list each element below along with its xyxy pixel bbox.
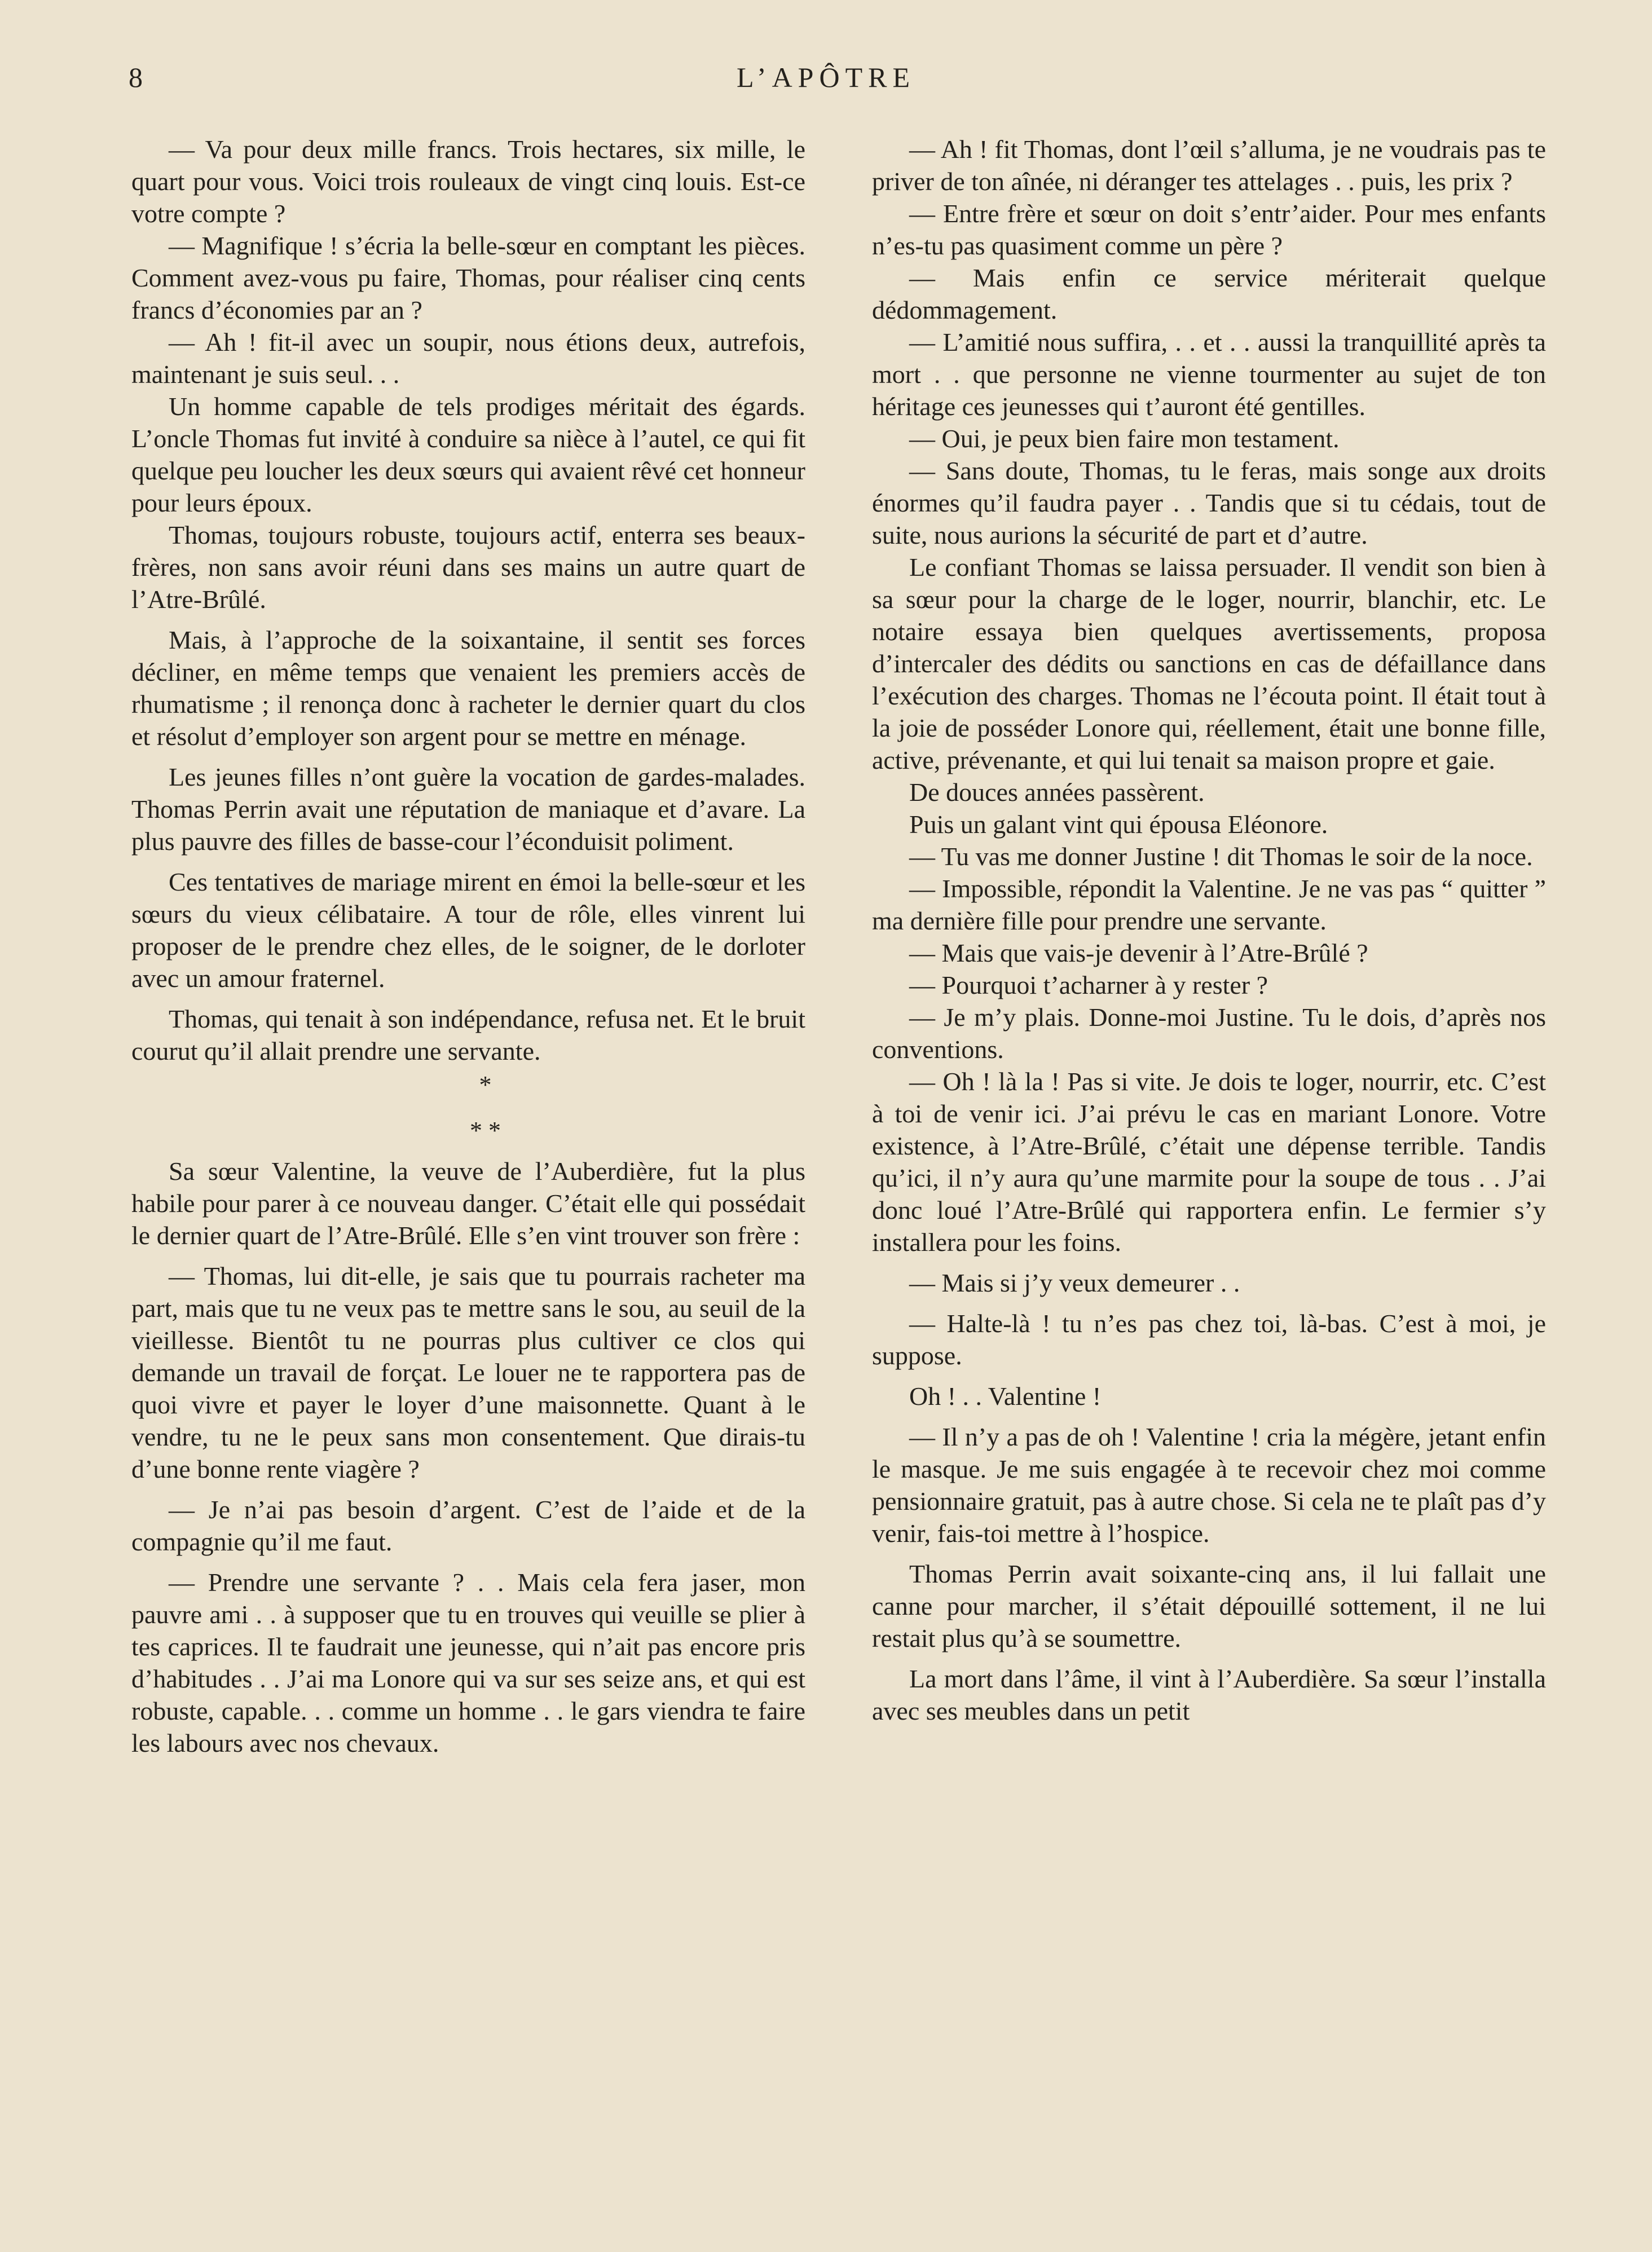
paragraph: Sa sœur Valentine, la veuve de l’Auberdière, fut la plus habile pour parer à ce nouveau danger. C’était elle qui possédait le dernier quart de l’Atre-Brûlé. Elle s’en vint trouver son frère : <box>131 1157 805 1250</box>
paragraph: Ces tentatives de mariage mirent en émoi la belle-sœur et les sœurs du vieux célibataire. A tour de rôle, elles vinrent lui proposer de le prendre chez elles, de le soigner, de le dorloter avec un amour fraternel. <box>131 867 805 993</box>
paragraph: — Entre frère et sœur on doit s’entr’aider. Pour mes enfants n’es-tu pas quasiment comme un père ? <box>872 199 1546 260</box>
separator-asterisk-top: * <box>479 1071 492 1099</box>
paragraph: — Ah ! fit-il avec un soupir, nous étions deux, autrefois, maintenant je suis seul. . . <box>131 328 805 389</box>
paragraph: — Thomas, lui dit-elle, je sais que tu pourrais racheter ma part, mais que tu ne veux pas te mettre sans le sou, au seuil de la vieillesse. Bientôt tu ne pourras plus cultiver ce clos qui demande un travail de forçat. Le louer ne te rapportera pas de quoi vivre et payer le loyer d’une maisonnette. Quant à le vendre, tu ne le peux sans mon consentement. Que dirais-tu d’une bonne rente viagère ? <box>131 1262 805 1483</box>
paragraph: De douces années passèrent. <box>909 778 1205 807</box>
paragraph: Les jeunes filles n’ont guère la vocation de gardes-malades. Thomas Perrin avait une réputation de maniaque et d’avare. La plus pauvre des filles de basse-cour l’éconduisit poliment. <box>131 763 805 856</box>
paragraph: — Prendre une servante ? . . Mais cela fera jaser, mon pauvre ami . . à supposer que tu en trouves qui veuille se plier à tes caprices. Il te faudrait une jeunesse, qui n’ait pas encore pris d’habitudes . . J’ai ma Lonore qui va sur ses seize ans, et qui est robuste, capable. . . comme un homme . . le gars viendra te faire les labours avec nos chevaux. <box>131 1568 805 1757</box>
paragraph: Puis un galant vint qui épousa Eléonore. <box>909 810 1328 839</box>
right-column <box>872 133 1546 1727</box>
separator-asterisks-bottom: * * <box>470 1117 501 1144</box>
section-separator <box>131 1069 805 1147</box>
page-header <box>129 61 1523 112</box>
paragraph: — Oh ! là la ! Pas si vite. Je dois te loger, nourrir, etc. C’est à toi de venir ici. J’ai prévu le cas en mariant Lonore. Votre existence, à l’Atre-Brûlé, c’était une dépense terrible. Tandis qu’ici, il n’y aura qu’une marmite pour la soupe de tous . . J’ai donc loué l’Atre-Brûlé qui rapportera enfin. Le fermier s’y installera pour les foins. <box>872 1067 1546 1257</box>
paragraph: — Pourquoi t’acharner à y rester ? <box>909 971 1268 999</box>
running-title: L’APÔTRE <box>736 61 916 93</box>
paragraph: La mort dans l’âme, il vint à l’Auberdière. Sa sœur l’installa avec ses meubles dans un petit <box>872 1664 1546 1725</box>
paragraph: — Mais enfin ce service mériterait quelque dédommagement. <box>872 263 1546 324</box>
paragraph: — Il n’y a pas de oh ! Valentine ! cria la mégère, jetant enfin le masque. Je me suis engagée à te recevoir chez moi comme pensionnaire gratuit, pas à autre chose. Si cela ne te plaît pas d’y venir, fais-toi mettre à l’hospice. <box>872 1422 1546 1548</box>
paragraph: — Magnifique ! s’écria la belle-sœur en comptant les pièces. Comment avez-vous pu faire, Thomas, pour réaliser cinq cents francs d’économies par an ? <box>131 231 805 324</box>
paragraph: Thomas, toujours robuste, toujours actif, enterra ses beaux-frères, non sans avoir réuni dans ses mains un autre quart de l’Atre-Brûlé. <box>131 521 805 614</box>
paragraph: Oh ! . . Valentine ! <box>909 1382 1102 1411</box>
paragraph: Thomas Perrin avait soixante-cinq ans, il lui fallait une canne pour marcher, il s’était dépouillé sottement, il ne lui restait plus qu’à se soumettre. <box>872 1559 1546 1652</box>
paragraph: — Oui, je peux bien faire mon testament. <box>909 424 1340 453</box>
paragraph: — Mais si j’y veux demeurer . . <box>909 1268 1240 1297</box>
paragraph: — Tu vas me donner Justine ! dit Thomas le soir de la noce. <box>909 842 1533 871</box>
paragraph: Un homme capable de tels prodiges méritait des égards. L’oncle Thomas fut invité à conduire sa nièce à l’autel, ce qui fit quelque peu loucher les deux sœurs qui avaient rêvé cet honneur pour leurs époux. <box>131 392 805 517</box>
paragraph: — Mais que vais-je devenir à l’Atre-Brûlé ? <box>909 938 1368 967</box>
page-number: 8 <box>129 61 143 93</box>
paragraph: — Je n’ai pas besoin d’argent. C’est de l’aide et de la compagnie qu’il me faut. <box>131 1495 805 1556</box>
paragraph: — L’amitié nous suffira, . . et . . aussi la tranquillité après ta mort . . que personne ne vienne tourmenter au sujet de ton héritage ces jeunesses qui t’auront été gentilles. <box>872 328 1546 421</box>
paragraph: — Va pour deux mille francs. Trois hectares, six mille, le quart pour vous. Voici trois rouleaux de vingt cinq louis. Est-ce votre compte ? <box>131 135 805 228</box>
paragraph: — Impossible, répondit la Valentine. Je ne vas pas “ quitter ” ma dernière fille pour prendre une servante. <box>872 874 1546 935</box>
paragraph: Le confiant Thomas se laissa persuader. Il vendit son bien à sa sœur pour la charge de le loger, nourrir, blanchir, etc. Le notaire essaya bien quelques avertissements, proposa d’intercaler des dédits ou sanctions en cas de défaillance dans l’exécution des charges. Thomas ne l’écouta point. Il était tout à la joie de posséder Lonore qui, réellement, était une bonne fille, active, prévenante, et qui lui tenait sa maison propre et gaie. <box>872 553 1546 774</box>
paragraph: Thomas, qui tenait à son indépendance, refusa net. Et le bruit courut qu’il allait prendre une servante. <box>131 1004 805 1065</box>
left-column <box>131 133 805 1759</box>
paragraph: — Je m’y plais. Donne-moi Justine. Tu le dois, d’après nos conventions. <box>872 1003 1546 1064</box>
paragraph: — Halte-là ! tu n’es pas chez toi, là-bas. C’est à moi, je suppose. <box>872 1309 1546 1370</box>
paragraph: Mais, à l’approche de la soixantaine, il sentit ses forces décliner, en même temps que venaient les premiers accès de rhumatisme ; il renonça donc à racheter le dernier quart du clos et résolut d’employer son argent pour se mettre en ménage. <box>131 625 805 751</box>
paragraph: — Sans doute, Thomas, tu le feras, mais songe aux droits énormes qu’il faudra payer . . Tandis que si tu cédais, tout de suite, nous aurions la sécurité de part et d’autre. <box>872 456 1546 549</box>
paragraph: — Ah ! fit Thomas, dont l’œil s’alluma, je ne voudrais pas te priver de ton aînée, ni déranger tes attelages . . puis, les prix ? <box>872 135 1546 196</box>
